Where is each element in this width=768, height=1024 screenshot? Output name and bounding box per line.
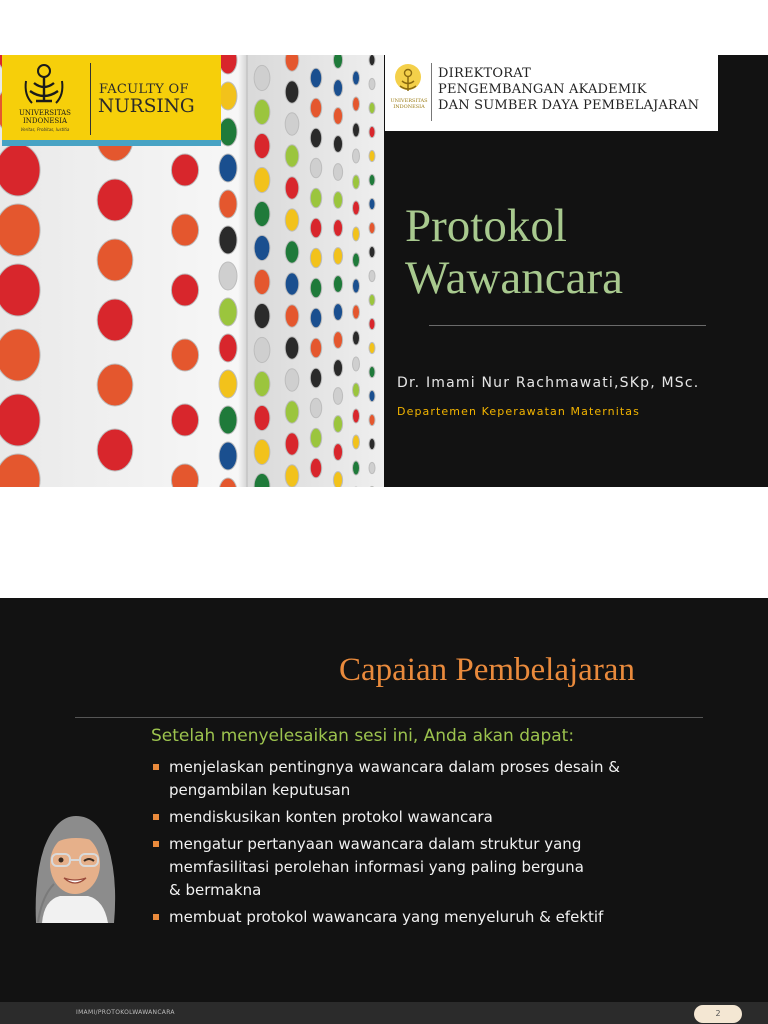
- wall-hole: [353, 71, 360, 85]
- page-number: 2: [694, 1005, 742, 1023]
- wall-hole: [285, 55, 299, 71]
- wall-hole: [285, 113, 299, 135]
- wall-hole: [369, 150, 375, 161]
- wall-hole: [219, 370, 237, 398]
- wall-hole: [254, 65, 270, 90]
- wall-hole: [369, 198, 375, 209]
- wall-hole: [219, 154, 237, 182]
- wall-hole: [310, 368, 321, 388]
- wall-hole: [333, 360, 342, 377]
- wall-hole: [285, 241, 299, 263]
- wall-hole: [285, 401, 299, 423]
- wall-hole: [219, 298, 237, 326]
- outcome-list: [152, 756, 692, 933]
- wall-hole: [219, 442, 237, 470]
- wall-hole: [333, 80, 342, 97]
- wall-hole: [254, 303, 270, 328]
- wall-hole: [97, 179, 133, 221]
- wall-hole: [369, 174, 375, 185]
- wall-hole: [310, 158, 321, 178]
- wall-hole: [254, 337, 270, 362]
- wall-hole: [219, 334, 237, 362]
- list-item-line: memfasilitasi perolehan informasi yang paling berguna: [169, 858, 584, 876]
- wall-hole: [333, 55, 342, 68]
- wall-hole: [97, 299, 133, 341]
- wall-hole: [333, 276, 342, 293]
- university-name: UNIVERSITAS INDONESIA: [19, 109, 71, 125]
- wall-hole: [353, 383, 360, 397]
- wall-hole: [353, 227, 360, 241]
- wall-hole: [353, 97, 360, 111]
- directorate-logo: [385, 55, 718, 131]
- wall-hole: [0, 204, 40, 256]
- slide-title: [405, 200, 623, 304]
- university-name: UNIVERSITAS INDONESIA: [390, 98, 428, 110]
- title-divider: [75, 717, 703, 718]
- wall-hole: [310, 338, 321, 358]
- wall-hole: [97, 429, 133, 471]
- wall-hole: [171, 339, 198, 371]
- wall-hole: [333, 332, 342, 349]
- wall-hole: [0, 329, 40, 381]
- wall-hole: [97, 364, 133, 406]
- wall-hole: [97, 239, 133, 281]
- wall-hole: [310, 98, 321, 118]
- university-motto: Veritas, Probitas, Iustitia: [20, 127, 70, 132]
- wall-hole: [310, 188, 321, 208]
- wall-hole: [310, 428, 321, 448]
- wall-hole: [285, 465, 299, 487]
- wall-hole: [333, 164, 342, 181]
- list-item-line: pengambilan keputusan: [169, 781, 351, 799]
- wall-hole: [333, 248, 342, 265]
- intro-text: Setelah menyelesaikan sesi ini, Anda akan dapat:: [151, 726, 575, 746]
- wall-hole: [310, 308, 321, 328]
- author-name: Dr. Imami Nur Rachmawati,SKp, MSc.: [397, 375, 700, 391]
- wall-hole: [353, 175, 360, 189]
- list-item-line: membuat protokol wawancara yang menyeluruh & efektif: [169, 908, 604, 926]
- wall-hole: [333, 416, 342, 433]
- wall-hole: [353, 435, 360, 449]
- directorate-line-2: PENGEMBANGAN AKADEMIK: [438, 82, 647, 97]
- wall-hole: [369, 462, 375, 473]
- title-divider: [429, 325, 706, 326]
- wall-hole: [353, 149, 360, 163]
- wall-hole: [369, 342, 375, 353]
- wall-hole: [369, 318, 375, 329]
- wall-hole: [353, 123, 360, 137]
- wall-hole: [353, 201, 360, 215]
- wall-hole: [219, 118, 237, 146]
- wall-hole: [254, 133, 270, 158]
- wall-hole: [171, 214, 198, 246]
- wall-hole: [353, 331, 360, 345]
- wall-hole: [353, 461, 360, 475]
- wall-hole: [285, 433, 299, 455]
- wall-hole: [285, 273, 299, 295]
- wall-hole: [310, 458, 321, 478]
- wall-hole: [285, 305, 299, 327]
- list-item-line: & bermakna: [169, 881, 262, 899]
- wall-hole: [369, 222, 375, 233]
- wall-hole: [219, 190, 237, 218]
- wall-hole: [369, 78, 375, 89]
- footer-text: IMAMI/PROTOKOLWAWANCARA: [76, 1009, 175, 1016]
- list-item: [152, 833, 692, 902]
- faculty-of-nursing-logo: [2, 55, 221, 146]
- title-slide: [0, 55, 768, 487]
- wall-hole: [333, 304, 342, 321]
- wall-hole: [369, 366, 375, 377]
- wall-hole: [285, 145, 299, 167]
- wall-hole: [353, 253, 360, 267]
- wall-hole: [353, 409, 360, 423]
- list-item-line: menjelaskan pentingnya wawancara dalam proses desain &: [169, 758, 620, 776]
- directorate-line-1: DIREKTORAT: [438, 66, 532, 81]
- learning-outcomes-slide: [0, 598, 768, 1024]
- wall-hole: [310, 248, 321, 268]
- wall-hole: [0, 264, 40, 316]
- slide-title-line-2: Wawancara: [405, 252, 623, 304]
- wall-hole: [285, 177, 299, 199]
- wall-hole: [310, 128, 321, 148]
- wall-hole: [333, 108, 342, 125]
- wall-hole: [0, 144, 40, 196]
- bullet-square-icon: [153, 764, 159, 770]
- wall-hole: [369, 246, 375, 257]
- wall-hole: [254, 269, 270, 294]
- wall-hole: [353, 305, 360, 319]
- faculty-label: FACULTY OF: [99, 82, 189, 97]
- wall-hole: [254, 439, 270, 464]
- wall-hole: [285, 209, 299, 231]
- list-item: [152, 756, 692, 802]
- wall-hole: [254, 167, 270, 192]
- department-name: Departemen Keperawatan Maternitas: [397, 405, 640, 418]
- wall-hole: [254, 99, 270, 124]
- wall-hole: [369, 55, 375, 66]
- slide-title: Capaian Pembelajaran: [339, 652, 635, 688]
- wall-hole: [333, 220, 342, 237]
- wall-hole: [369, 294, 375, 305]
- wall-hole: [219, 226, 237, 254]
- directorate-line-3: DAN SUMBER DAYA PEMBELAJARAN: [438, 98, 700, 113]
- wall-hole: [285, 337, 299, 359]
- ui-seal-icon: [22, 61, 66, 107]
- wall-hole: [171, 154, 198, 186]
- wall-hole: [333, 388, 342, 405]
- wall-hole: [310, 218, 321, 238]
- wall-hole: [219, 82, 237, 110]
- wall-hole: [171, 274, 198, 306]
- wall-hole: [254, 371, 270, 396]
- bullet-square-icon: [153, 841, 159, 847]
- list-item: [152, 806, 692, 829]
- logo-divider: [90, 63, 91, 135]
- ui-seal-icon: [393, 63, 423, 97]
- wall-hole: [310, 68, 321, 88]
- wall-hole: [285, 369, 299, 391]
- list-item-line: mengatur pertanyaan wawancara dalam struktur yang: [169, 835, 582, 853]
- wall-hole: [219, 262, 237, 290]
- wall-hole: [254, 405, 270, 430]
- logo-divider: [431, 63, 432, 121]
- wall-hole: [369, 270, 375, 281]
- wall-hole: [353, 357, 360, 371]
- wall-hole: [310, 398, 321, 418]
- wall-hole: [369, 438, 375, 449]
- bullet-square-icon: [153, 814, 159, 820]
- wall-hole: [333, 136, 342, 153]
- wall-hole: [0, 394, 40, 446]
- wall-hole: [219, 406, 237, 434]
- wall-hole: [369, 390, 375, 401]
- wall-hole: [369, 126, 375, 137]
- wall-hole: [333, 444, 342, 461]
- slide-title-line-1: Protokol: [405, 200, 567, 252]
- wall-hole: [254, 201, 270, 226]
- wall-hole: [369, 102, 375, 113]
- wall-hole: [285, 81, 299, 103]
- wall-hole: [333, 192, 342, 209]
- wall-hole: [353, 279, 360, 293]
- wall-hole: [369, 414, 375, 425]
- list-item: [152, 906, 692, 929]
- wall-hole: [310, 278, 321, 298]
- logo-blue-band: [2, 140, 221, 146]
- list-item-line: mendiskusikan konten protokol wawancara: [169, 808, 493, 826]
- avatar-memoji: [30, 808, 118, 923]
- wall-hole: [333, 472, 342, 487]
- wall-hole: [171, 404, 198, 436]
- bullet-square-icon: [153, 914, 159, 920]
- wall-hole: [254, 235, 270, 260]
- faculty-name: NURSING: [98, 96, 195, 117]
- slide-footer: [0, 1002, 768, 1024]
